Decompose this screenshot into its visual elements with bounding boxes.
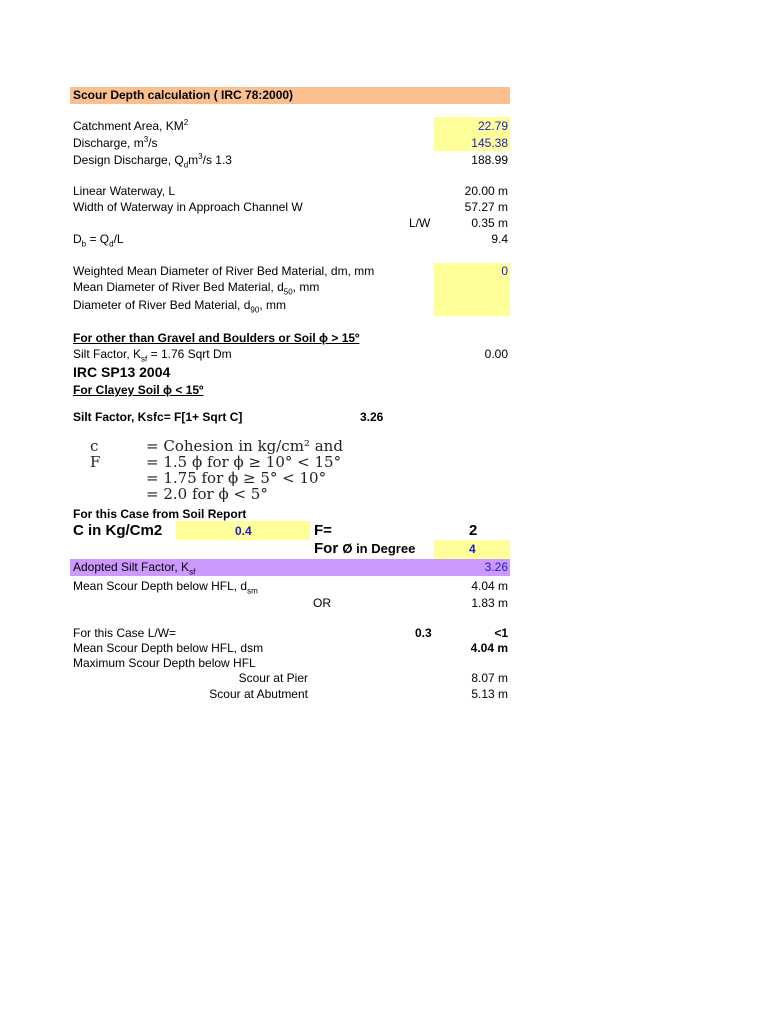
db-label: $D_b = Q_d/L$ [73, 232, 124, 249]
mean-scour-dsm-label: Mean Scour Depth below HFL, $d_{sm}$ [73, 579, 258, 596]
design-discharge-label: Design Discharge, $Q_dm^3/s$ 1.3 [73, 152, 232, 170]
max-scour-label: Maximum Scour Depth below HFL [73, 656, 256, 670]
design-discharge-value: 188.99 [471, 153, 508, 167]
soil-report-heading: For this Case from Soil Report [73, 507, 247, 521]
formula-line-4: = 2.0 for ϕ < 5° [146, 485, 268, 503]
catchment-label: Catchment Area, $KM^2$ [73, 118, 189, 133]
f-label: F= [314, 522, 332, 539]
silt-factor-value: 0.00 [484, 347, 508, 361]
c-kg-value[interactable]: 0.4 [235, 524, 252, 538]
c-kg-label: C in Kg/Cm2 [73, 522, 163, 539]
lw-value: 0.35 m [471, 216, 508, 230]
adopted-silt-value: 3.26 [484, 560, 508, 574]
mean-scour-dsm-value: 4.04 m [471, 579, 508, 593]
or-value: 1.83 m [471, 596, 508, 610]
other-than-gravel-heading: For other than Gravel and Boulders or Soil ϕ > 15º [73, 331, 360, 345]
irc-sp13-heading: IRC SP13 2004 [73, 364, 171, 380]
phi-degree-label: For Ø in Degree [314, 540, 416, 557]
formula-line-2: = 1.5 ϕ for ϕ ≥ 10° < 15° [146, 453, 342, 471]
scour-abutment-value: 5.13 m [471, 687, 508, 701]
discharge-label: Discharge, $m^3/s$ [73, 135, 158, 150]
clayey-soil-heading: For Clayey Soil ϕ < 15º [73, 383, 204, 397]
formula-f-symbol: F [90, 453, 101, 471]
scour-abutment-label: Scour at Abutment [209, 687, 308, 701]
weighted-mean-label: Weighted Mean Diameter of River Bed Material, dm, mm [73, 264, 375, 278]
formula-c-symbol: c [90, 437, 99, 455]
sheet-title: Scour Depth calculation ( IRC 78:2000) [73, 88, 294, 102]
formula-image [86, 436, 396, 502]
scour-pier-value: 8.07 m [471, 671, 508, 685]
case-lw-label: For this Case L/W= [73, 626, 177, 640]
f-value: 2 [469, 522, 478, 539]
silt-factor-label: Silt Factor, $K_{sf} = 1.76$ Sqrt Dm [73, 347, 232, 364]
mean-scour-hfl-label: Mean Scour Depth below HFL, dsm [73, 641, 264, 655]
db-value: 9.4 [491, 232, 508, 246]
linear-waterway-value: 20.00 m [464, 184, 508, 198]
silt-factor-ksfc-value: 3.26 [360, 410, 384, 424]
lw-label: L/W [409, 216, 431, 230]
catchment-value[interactable]: 22.79 [477, 119, 508, 133]
mean-diameter-label: Mean Diameter of River Bed Material, $d_{50}$, mm [73, 280, 320, 297]
or-label: OR [313, 596, 331, 610]
diameter-d90-label: Diameter of River Bed Material, $d_{90}$, mm [73, 298, 286, 315]
width-waterway-label: Width of Waterway in Approach Channel W [73, 200, 303, 214]
adopted-silt-label: Adopted Silt Factor, $K_{sf}$ [73, 560, 196, 577]
linear-waterway-label: Linear Waterway, L [73, 184, 176, 198]
phi-degree-value[interactable]: 4 [469, 542, 476, 556]
case-lw-condition: <1 [494, 626, 508, 640]
scour-pier-label: Scour at Pier [238, 671, 308, 685]
weighted-mean-value[interactable]: 0 [501, 264, 508, 278]
discharge-value[interactable]: 145.38 [471, 136, 508, 150]
silt-factor-ksfc-label: Silt Factor, Ksfc= F[1+ Sqrt C] [73, 410, 243, 424]
mean-scour-hfl-value: 4.04 m [470, 641, 508, 655]
formula-line-1: = Cohesion in kg/cm² and [146, 437, 343, 455]
width-waterway-value: 57.27 m [464, 200, 508, 214]
case-lw-value: 0.3 [415, 626, 432, 640]
formula-line-3: = 1.75 for ϕ ≥ 5° < 10° [146, 469, 327, 487]
